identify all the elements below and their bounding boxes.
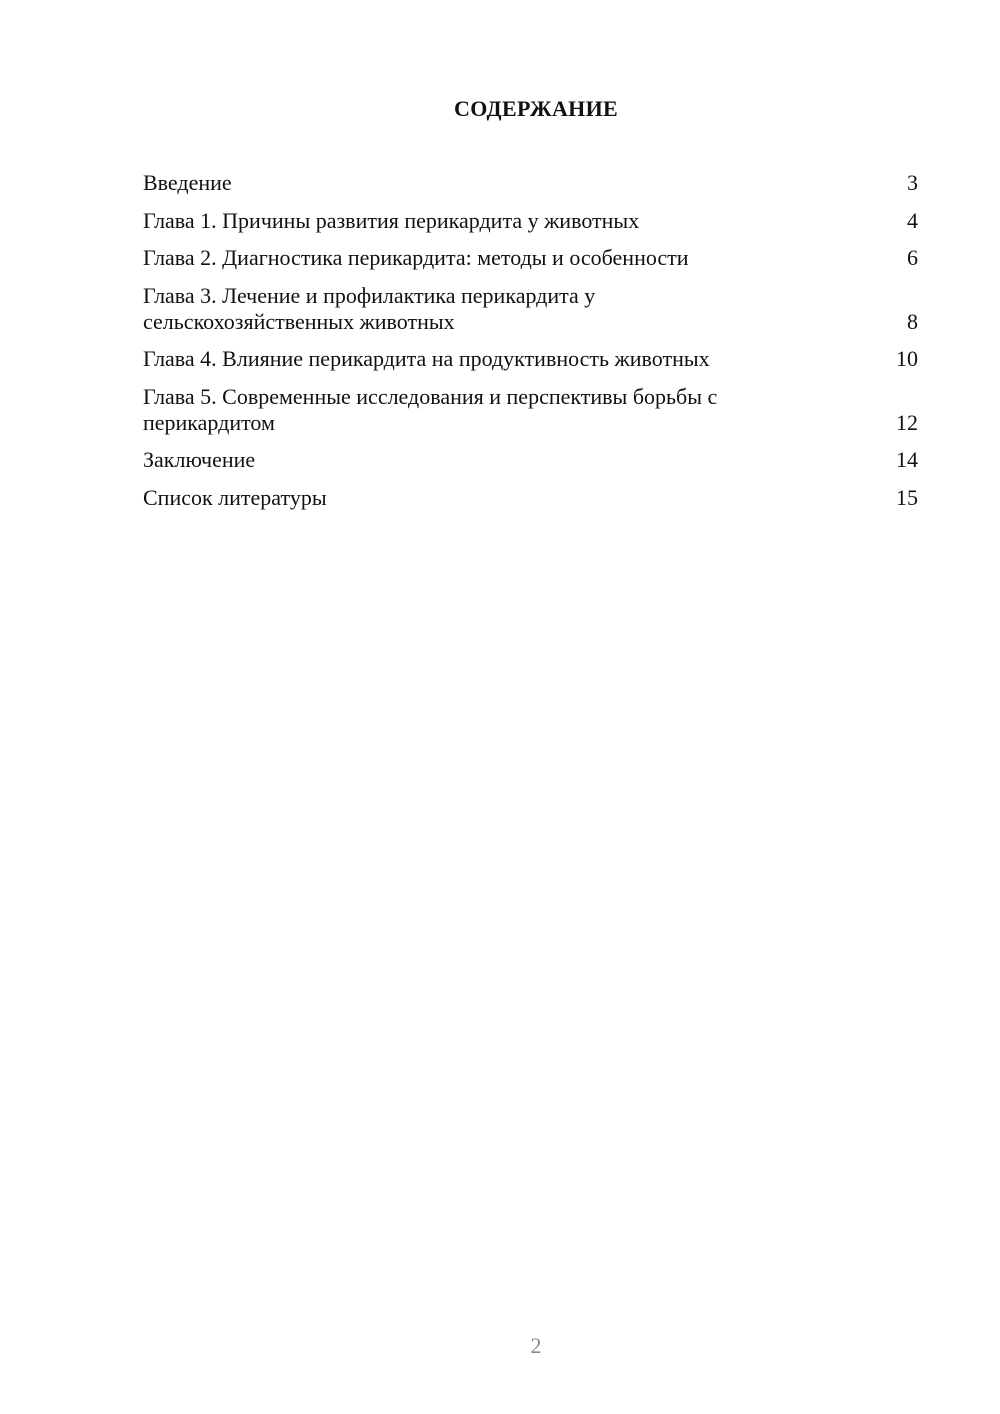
toc-entry-label [143, 346, 888, 372]
toc-entry-line: Глава 1. Причины развития перикардита у животных [143, 207, 640, 233]
toc-entry-label [143, 245, 888, 271]
toc-entry-line: сельскохозяйственных животных [143, 308, 455, 334]
toc-entry-line: Глава 5. Современные исследования и перспективы борьбы с [143, 383, 718, 409]
toc-entry-line: Заключение [143, 447, 256, 472]
toc-entry-line: Глава 3. Лечение и профилактика перикардита у [143, 282, 596, 308]
toc-entry-page: 3 [907, 170, 918, 195]
toc-entry-line: Список литературы [143, 484, 327, 510]
toc-entry-page: 15 [896, 484, 918, 510]
toc-entry-label [143, 283, 888, 335]
toc-entry-label [143, 208, 888, 234]
toc-entry-chapter-5 [143, 384, 918, 436]
toc-entry-line: Глава 2. Диагностика перикардита: методы и особенности [143, 245, 689, 270]
toc-entry-page: 6 [907, 245, 918, 270]
toc-entry-introduction [143, 170, 918, 196]
page-title: СОДЕРЖАНИЕ [454, 96, 618, 121]
toc-entry-page: 12 [896, 409, 918, 435]
toc-entry-page: 8 [907, 308, 918, 334]
toc-entry-label [143, 384, 888, 436]
toc-entry-line: перикардитом [143, 409, 275, 435]
toc-entry-conclusion [143, 447, 918, 473]
toc-entry-chapter-4 [143, 346, 918, 372]
toc-entry-line: Глава 4. Влияние перикардита на продуктивность животных [143, 346, 710, 371]
toc-entry-chapter-3 [143, 283, 918, 335]
toc-entry-line: Введение [143, 170, 232, 195]
page-number: 2 [530, 1333, 542, 1358]
toc-entry-chapter-2 [143, 245, 918, 271]
toc-entry-page: 10 [896, 346, 918, 371]
toc-entry-references [143, 485, 918, 511]
toc-entry-chapter-1 [143, 208, 918, 234]
toc-entry-page: 4 [907, 207, 918, 233]
toc-entry-page: 14 [896, 447, 918, 472]
toc-entry-label [143, 485, 888, 511]
toc-entry-label [143, 447, 888, 473]
toc-entry-label [143, 170, 888, 196]
table-of-contents [143, 170, 918, 522]
